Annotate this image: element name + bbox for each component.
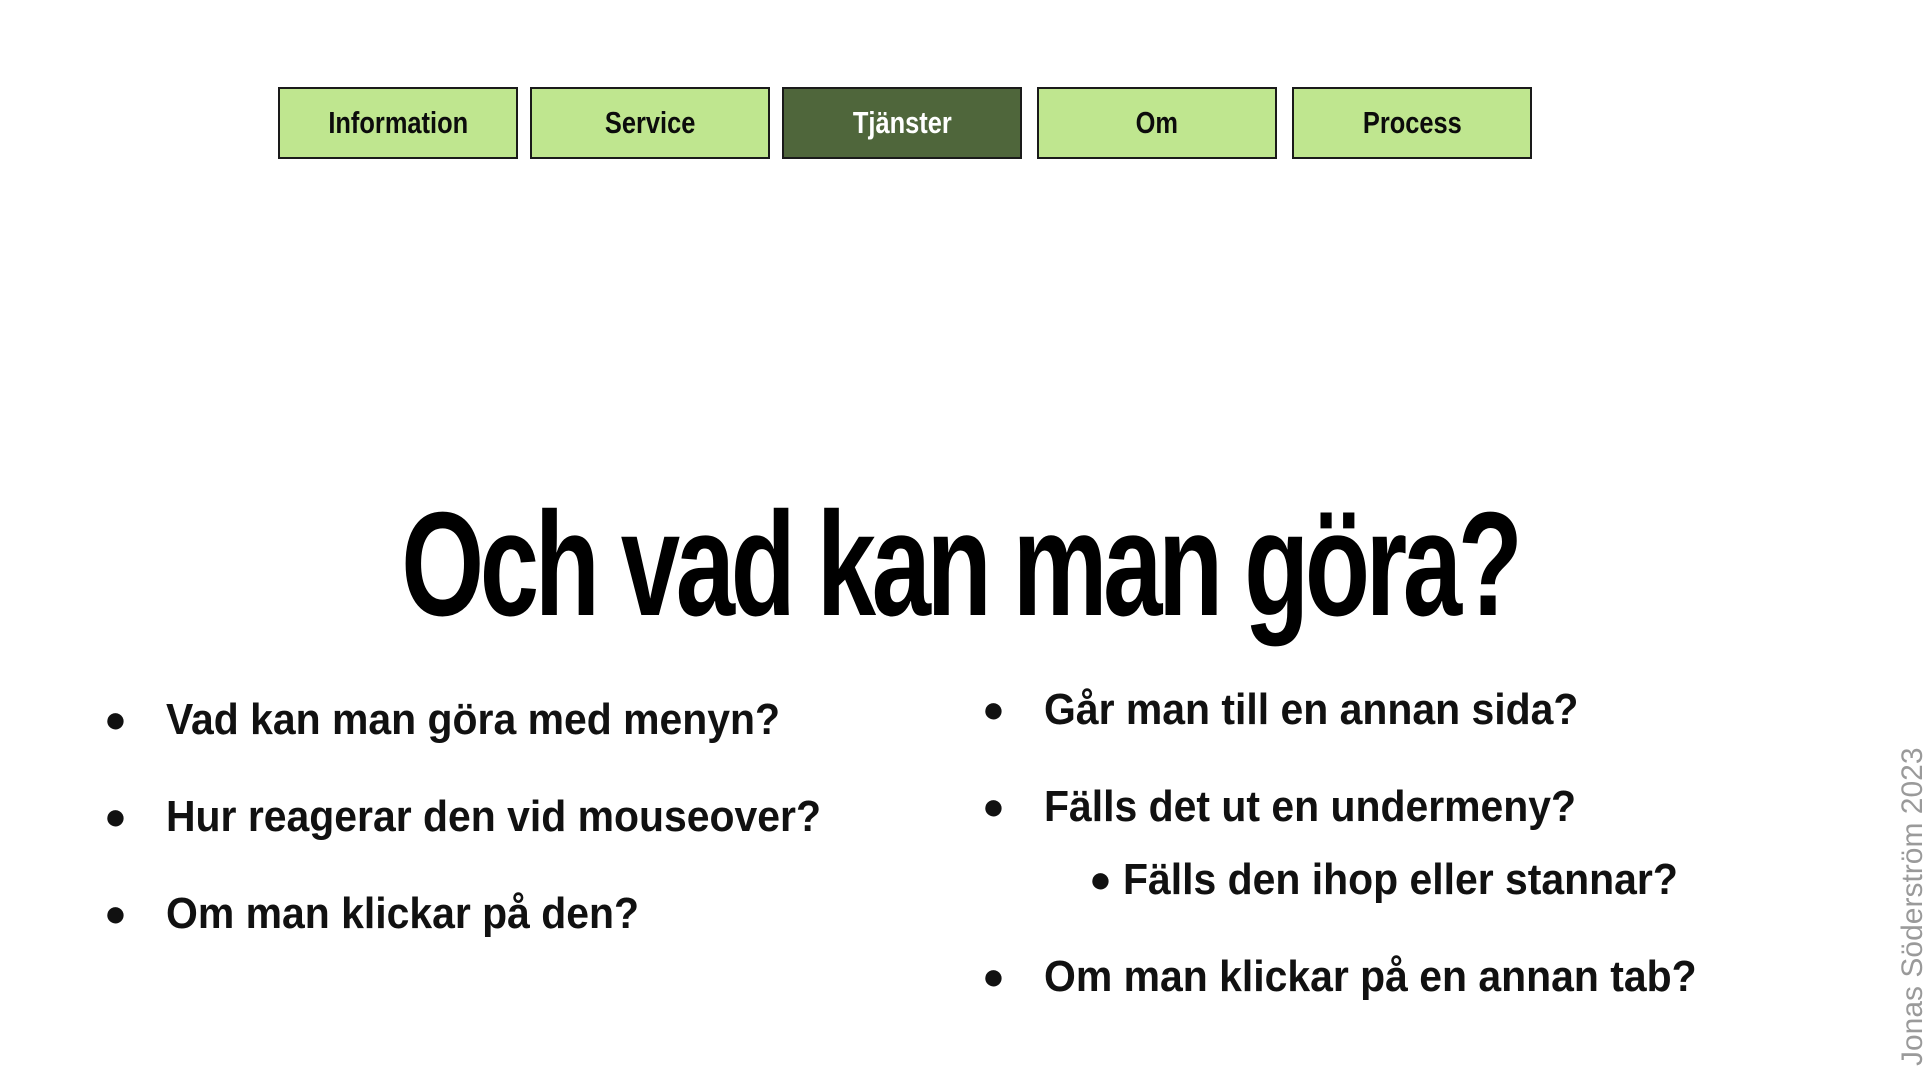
tab-information-wrapper <box>278 87 518 159</box>
list-item <box>982 680 1746 740</box>
tab-menu <box>278 87 1532 159</box>
bullet-icon: ● <box>104 893 127 935</box>
list-item-text: Vad kan man göra med menyn? <box>166 695 780 744</box>
tab-information-label: Information <box>328 105 468 140</box>
tab-information[interactable] <box>278 87 518 159</box>
slide-heading <box>0 482 1920 647</box>
tab-service-wrapper <box>530 87 770 159</box>
list-item-text: Går man till en annan sida? <box>1044 685 1579 734</box>
bullet-icon: ● <box>1089 859 1112 901</box>
sub-list-item <box>1089 850 1746 910</box>
bullet-icon: ● <box>982 956 1005 998</box>
bullet-icon: ● <box>982 689 1005 731</box>
tab-tjanster-label: Tjänster <box>852 105 952 140</box>
list-item <box>982 947 1746 1007</box>
list-item <box>104 690 870 750</box>
list-item <box>104 787 870 847</box>
tab-service-label: Service <box>604 105 696 140</box>
tab-service[interactable] <box>530 87 770 159</box>
tab-process-label: Process <box>1362 105 1462 140</box>
list-item-text: Hur reagerar den vid mouseover? <box>166 792 821 841</box>
tab-process[interactable] <box>1292 87 1532 159</box>
list-item-text: Om man klickar på en annan tab? <box>1044 952 1697 1001</box>
tab-tjanster[interactable] <box>782 87 1022 159</box>
tab-process-wrapper <box>1292 87 1532 159</box>
sub-list-item-text: Fälls den ihop eller stannar? <box>1123 855 1678 904</box>
tab-om-label: Om <box>1135 105 1179 140</box>
slide-heading-text: Och vad kan man göra? <box>401 482 1519 647</box>
list-item-text: Om man klickar på den? <box>166 889 640 938</box>
tab-om-wrapper <box>1037 87 1277 159</box>
list-item-text: Fälls det ut en undermeny? <box>1044 782 1577 831</box>
bullet-icon: ● <box>104 699 127 741</box>
tab-om[interactable] <box>1037 87 1277 159</box>
list-item <box>104 884 870 944</box>
tab-tjanster-wrapper <box>782 87 1022 159</box>
list-item <box>982 777 1746 837</box>
right-bullet-list <box>982 680 1746 1007</box>
bullet-icon: ● <box>982 786 1005 828</box>
left-bullet-list <box>104 690 870 981</box>
author-credit: Jonas Söderström 2023 <box>1896 747 1929 1066</box>
bullet-icon: ● <box>104 796 127 838</box>
